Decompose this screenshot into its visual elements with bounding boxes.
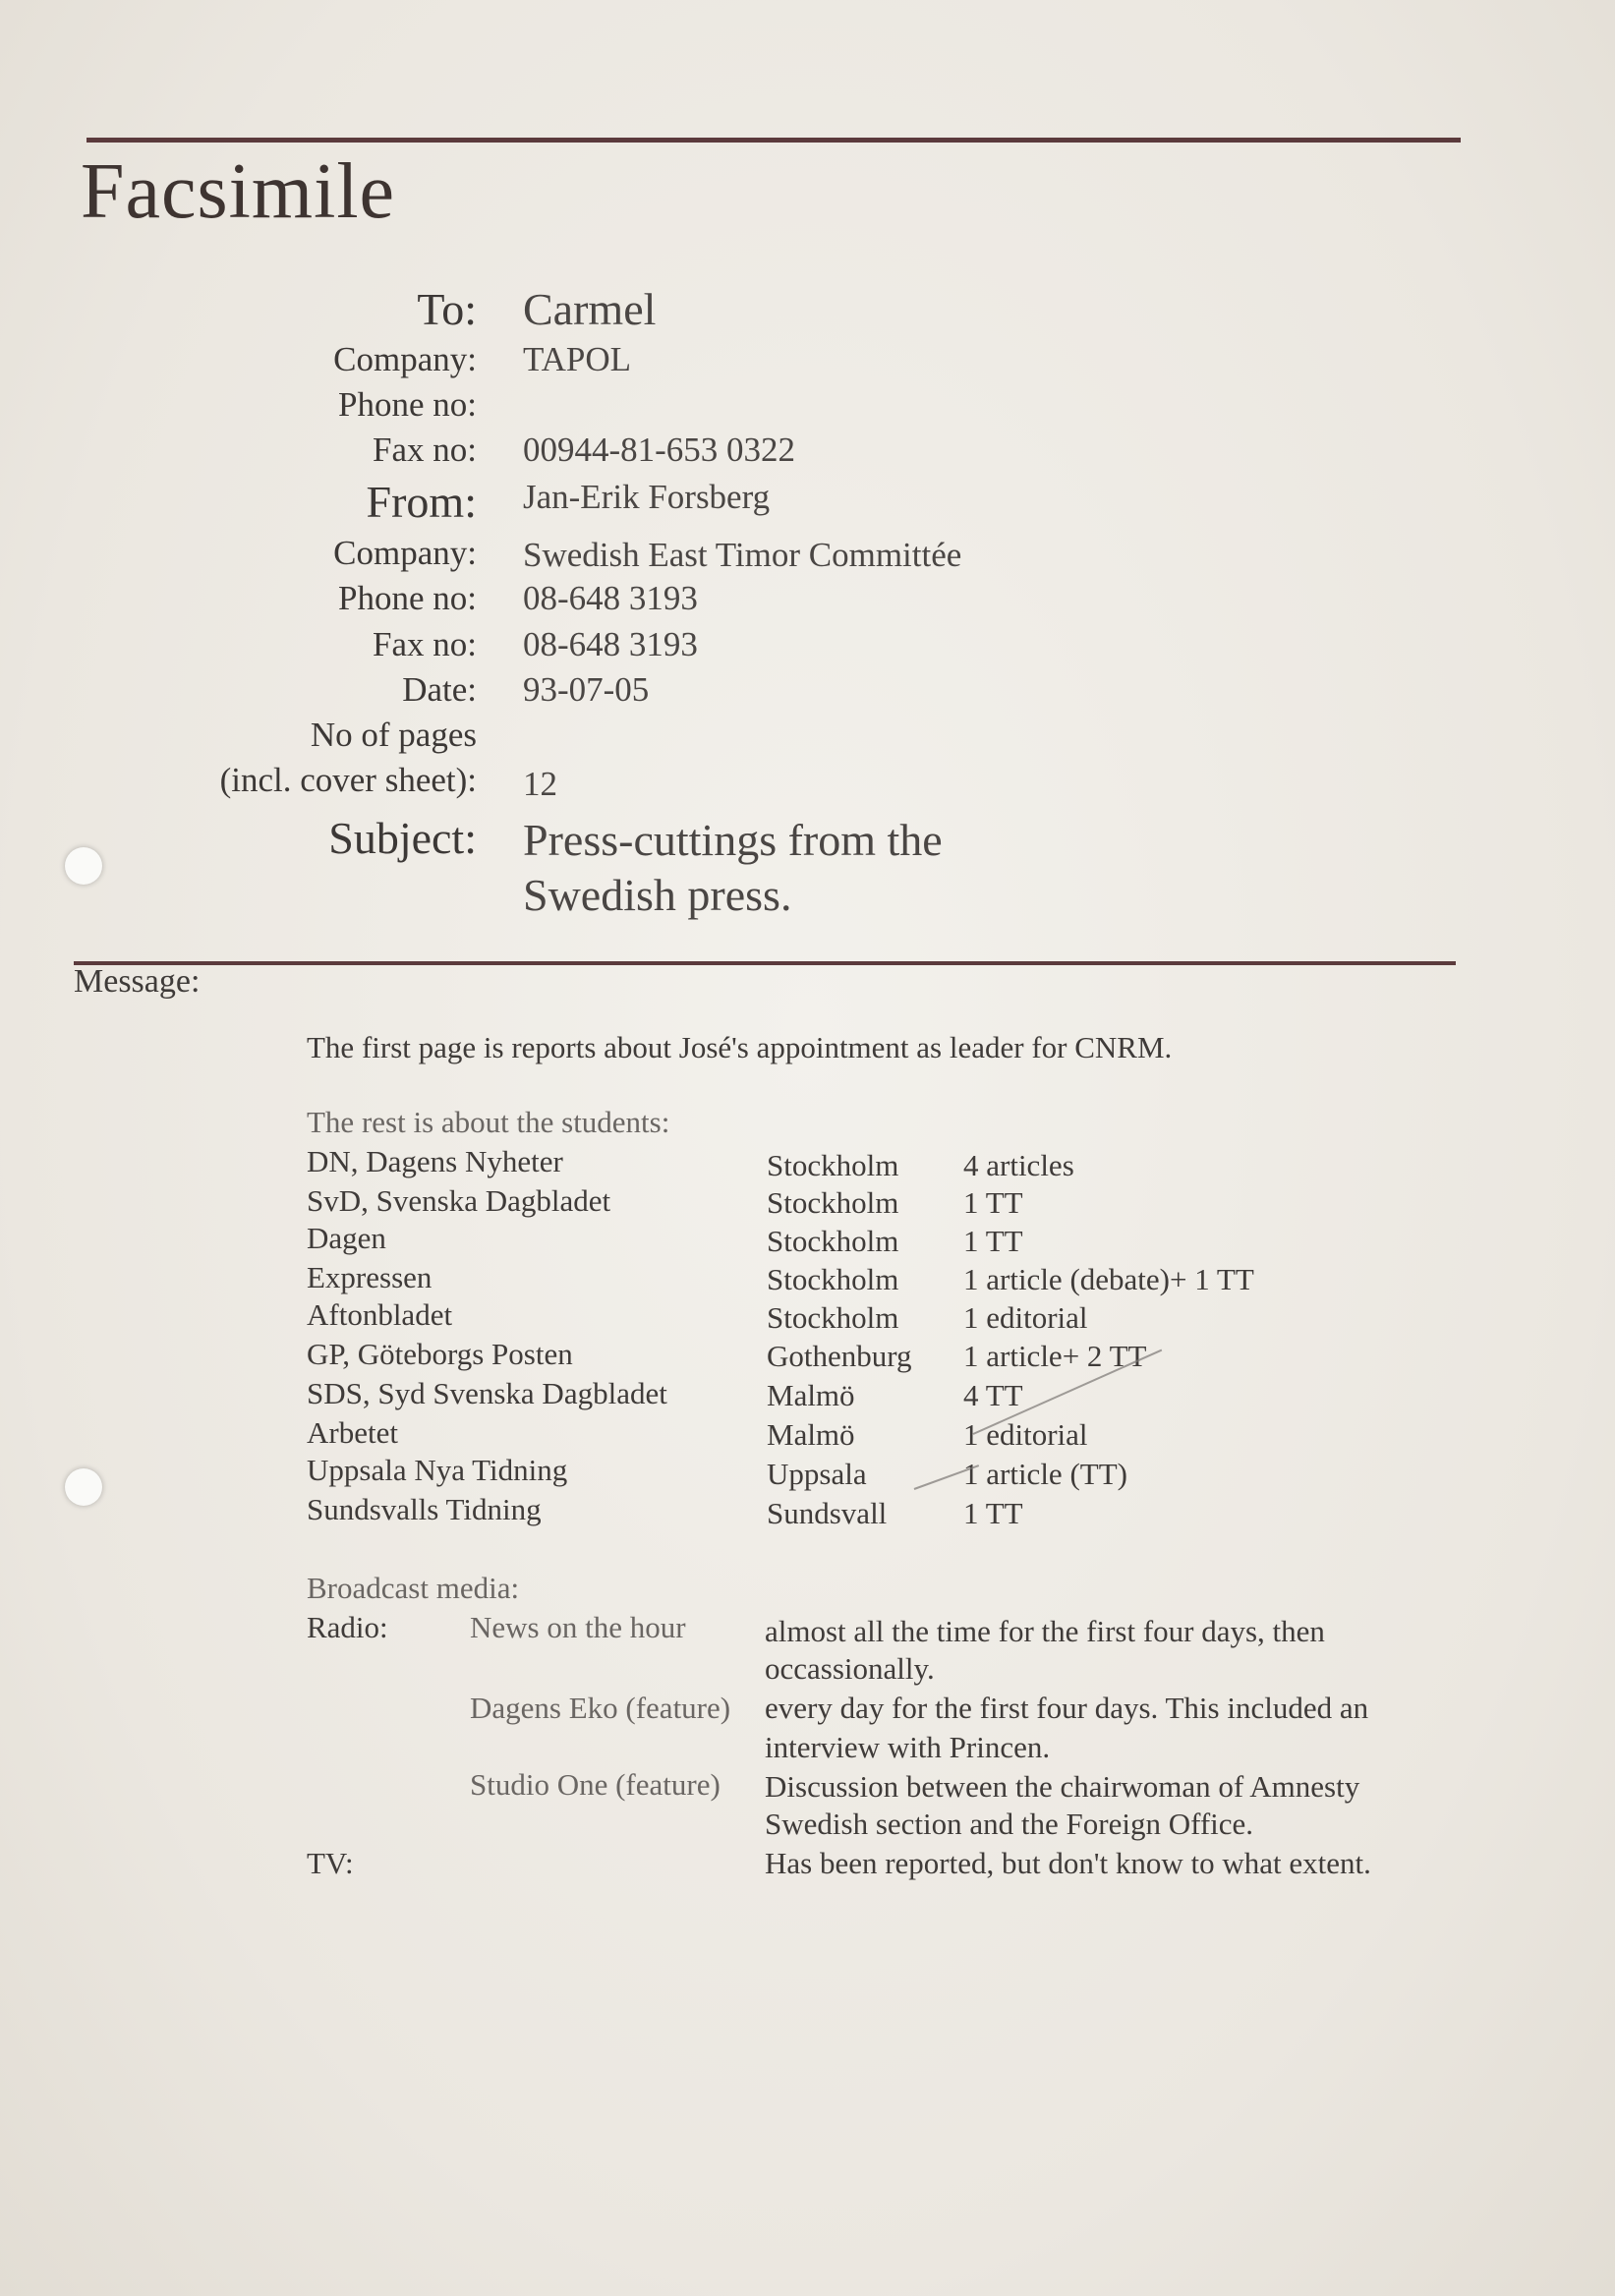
press-count: 1 TT: [963, 1496, 1023, 1530]
press-city: Stockholm: [767, 1148, 899, 1182]
press-count: 1 article+ 2 TT: [963, 1339, 1147, 1373]
from-fax-value: 08-648 3193: [523, 625, 698, 663]
press-city: Stockholm: [767, 1262, 899, 1296]
press-city: Stockholm: [767, 1300, 899, 1335]
from-phone-label: Phone no:: [338, 579, 477, 617]
press-count: 4 articles: [963, 1148, 1074, 1182]
radio-label: Radio:: [307, 1610, 388, 1644]
to-value: Carmel: [523, 284, 657, 334]
press-paper: SDS, Syd Svenska Dagbladet: [307, 1376, 667, 1410]
subject-line-2: Swedish press.: [523, 870, 792, 920]
from-value: Jan-Erik Forsberg: [523, 478, 771, 516]
radio-description: interview with Princen.: [765, 1730, 1051, 1764]
press-paper: Arbetet: [307, 1415, 398, 1450]
press-city: Stockholm: [767, 1224, 899, 1258]
press-count: 1 article (debate)+ 1 TT: [963, 1262, 1254, 1296]
date-value: 93-07-05: [523, 670, 650, 709]
press-paper: Expressen: [307, 1260, 433, 1294]
tv-label: TV:: [307, 1846, 354, 1880]
pages-label-2: (incl. cover sheet):: [219, 761, 477, 799]
message-label: Message:: [74, 963, 201, 1000]
radio-program: News on the hour: [470, 1610, 686, 1644]
subject-line-1: Press-cuttings from the: [523, 815, 943, 865]
date-label: Date:: [402, 670, 477, 709]
press-count: 1 editorial: [963, 1417, 1088, 1452]
press-paper: DN, Dagens Nyheter: [307, 1144, 563, 1178]
pages-label-1: No of pages: [310, 716, 477, 754]
press-paper: Uppsala Nya Tidning: [307, 1453, 568, 1487]
press-count: 1 TT: [963, 1224, 1023, 1258]
press-count: 1 editorial: [963, 1300, 1088, 1335]
company-label: Company:: [333, 340, 477, 378]
company-value: TAPOL: [523, 340, 631, 378]
message-intro: The first page is reports about José's appointment as leader for CNRM.: [307, 1030, 1173, 1064]
press-paper: Sundsvalls Tidning: [307, 1492, 542, 1526]
press-paper: GP, Göteborgs Posten: [307, 1337, 573, 1371]
phone-label: Phone no:: [338, 385, 477, 424]
to-label: To:: [417, 284, 477, 334]
page-title: Facsimile: [81, 148, 396, 235]
from-phone-value: 08-648 3193: [523, 579, 698, 617]
radio-description: Swedish section and the Foreign Office.: [765, 1807, 1254, 1841]
press-city: Malmö: [767, 1378, 855, 1412]
from-label: From:: [366, 477, 477, 527]
radio-program: Studio One (feature): [470, 1767, 721, 1802]
from-fax-label: Fax no:: [373, 625, 477, 663]
press-paper: SvD, Svenska Dagbladet: [307, 1183, 611, 1218]
pages-value: 12: [523, 765, 557, 803]
radio-program: Dagens Eko (feature): [470, 1691, 731, 1725]
press-count: 1 article (TT): [963, 1457, 1127, 1491]
from-company-value: Swedish East Timor Committée: [523, 536, 962, 574]
broadcast-heading: Broadcast media:: [307, 1571, 520, 1605]
press-city: Malmö: [767, 1417, 855, 1452]
fax-label: Fax no:: [373, 430, 477, 469]
fax-value: 00944-81-653 0322: [523, 430, 796, 469]
top-rule: [87, 138, 1461, 143]
students-heading: The rest is about the students:: [307, 1105, 670, 1139]
press-count: 1 TT: [963, 1185, 1023, 1220]
radio-description: almost all the time for the first four days, then: [765, 1614, 1325, 1648]
press-paper: Dagen: [307, 1221, 386, 1255]
subject-label: Subject:: [328, 813, 477, 863]
radio-description: every day for the first four days. This included an: [765, 1691, 1369, 1725]
message-rule: [74, 961, 1456, 965]
press-paper: Aftonbladet: [307, 1297, 453, 1332]
radio-description: occassionally.: [765, 1651, 935, 1686]
tv-text: Has been reported, but don't know to what extent.: [765, 1846, 1371, 1880]
from-company-label: Company:: [333, 534, 477, 572]
press-city: Stockholm: [767, 1185, 899, 1220]
radio-description: Discussion between the chairwoman of Amnesty: [765, 1769, 1360, 1804]
press-city: Uppsala: [767, 1457, 867, 1491]
punch-hole: [65, 847, 102, 885]
press-city: Sundsvall: [767, 1496, 888, 1530]
punch-hole: [65, 1468, 102, 1506]
press-city: Gothenburg: [767, 1339, 912, 1373]
press-count: 4 TT: [963, 1378, 1023, 1412]
